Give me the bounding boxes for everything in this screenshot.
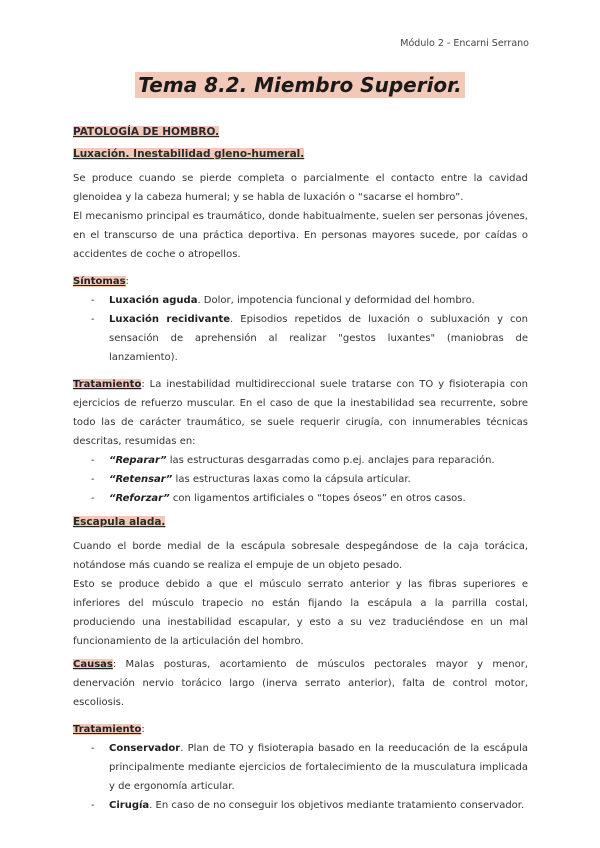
luxacion-heading [73,148,528,160]
list-item-term: “Reparar” [109,455,167,466]
section-heading: PATOLOGÍA DE HOMBRO. [73,126,220,138]
list-item-term: Cirugía [109,800,150,811]
document-body [73,120,528,815]
tratamiento-paragraph [73,375,528,451]
list-item-text: las estructuras laxas como la cápsula articular. [172,474,411,485]
luxacion-paragraph-2: El mecanismo principal es traumático, donde habitualmente, suelen ser personas jóvenes, en el transcurso de una práctica deportiva. En personas mayores sucede, por caídas o accidentes de coche o atropellos. [73,211,528,260]
list-item-text: . Dolor, impotencia funcional y deformidad del hombro. [197,295,475,306]
list-item-term: Luxación recidivante [109,314,231,325]
tratamiento-label: Tratamiento [73,379,142,390]
list-item [73,451,528,470]
list-item [73,310,528,367]
list-item [73,489,528,508]
sintomas-line: Síntomas: [73,276,129,287]
escapula-paragraph-1: Cuando el borde medial de la escápula sobresale despegándose de la caja torácica, notándose más cuando se realiza el empuje de un objeto pesado. [73,541,528,571]
escapula-tratamiento-suffix: : [141,724,145,735]
escapula-heading-text: Escapula alada. [73,516,166,528]
list-item-term: Luxación aguda [109,295,198,306]
escapula-tratamiento-list [73,739,528,815]
escapula-tratamiento-label: Tratamiento [73,724,142,735]
escapula-paragraph-2: Esto se produce debido a que el músculo serrato anterior y las fibras superiores e inferiores del músculo trapecio no están fijando la escápula a la parrilla costal, produciendo una inestabilidad escapular, y esto a su vez traduciéndose en un mal funcionamiento de la articulación del hombro. [73,579,528,647]
luxacion-paragraph-1: Se produce cuando se pierde completa o parcialmente el contacto entre la cavidad glenoidea y la cabeza humeral; y se habla de luxación o “sacarse el hombro”. [73,173,528,203]
list-item [73,470,528,489]
tratamiento-list [73,451,528,508]
list-item-term: “Retensar” [109,474,173,485]
list-item-term: “Reforzar” [109,493,170,504]
title-container [0,72,600,98]
list-item-text: . Plan de TO y fisioterapia basado en la reeducación de la escápula principalmente mediante ejercicios de fortalecimiento de la musculatura implicada y de ergonomía articular. [109,743,528,792]
sintomas-label: Síntomas [73,276,126,287]
causas-label: Causas [73,659,113,670]
list-item-text: . Episodios repetidos de luxación o subluxación y con sensación de aprehensión al realizar "gestos luxantes" (maniobras de lanzamiento). [109,314,528,363]
list-item [73,796,528,815]
tratamiento-text: : La inestabilidad multidireccional suele tratarse con TO y fisioterapia con ejercicios de refuerzo muscular. En el caso de que la inestabilidad sea recurrente, sobre todo las de carácter traumático, se suele requerir cirugía, con innumerables técnicas descritas, resumidas en: [73,379,528,447]
list-item [73,291,528,310]
list-item-text: con ligamentos artificiales o “topes óseos” en otros casos. [169,493,466,504]
page-title: Tema 8.2. Miembro Superior. [135,72,465,98]
luxacion-heading-text: Luxación. Inestabilidad gleno-humeral. [73,148,305,160]
page-header: Módulo 2 - Encarni Serrano [400,38,529,49]
escapula-heading [73,516,528,528]
causas-paragraph [73,655,528,712]
list-item-text: las estructuras desgarradas como p.ej. anclajes para reparación. [166,455,495,466]
list-item [73,739,528,796]
list-item-text: . En caso de no conseguir los objetivos mediante tratamiento conservador. [149,800,525,811]
escapula-tratamiento-line [73,720,528,739]
list-item-term: Conservador [109,743,181,754]
causas-text: : Malas posturas, acortamiento de músculos pectorales mayor y menor, denervación nervio torácico largo (inerva serrato anterior), falta de control motor, escoliosis. [73,659,528,708]
sintomas-list [73,291,528,367]
